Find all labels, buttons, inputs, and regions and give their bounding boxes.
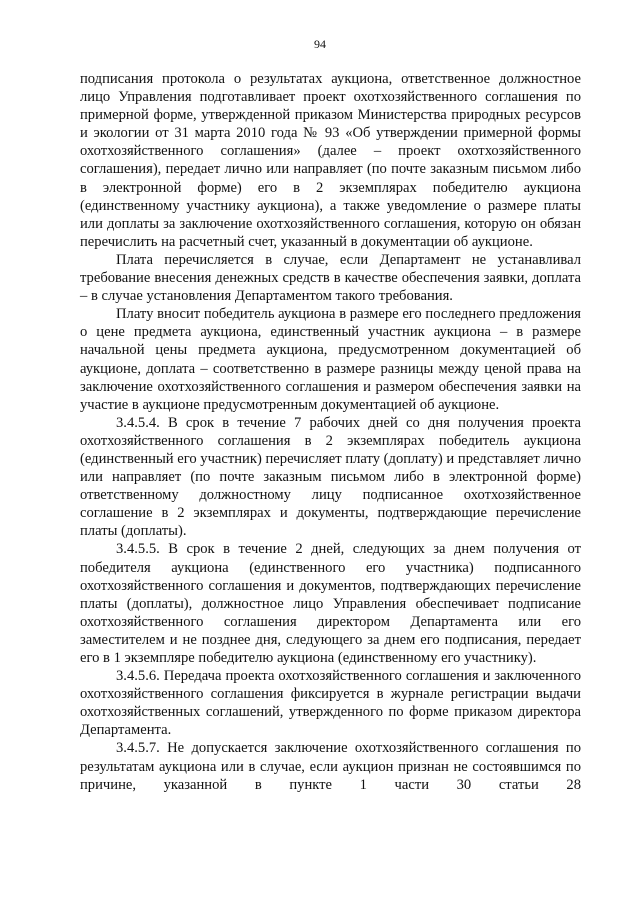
page-number: 94 bbox=[314, 37, 326, 51]
paragraph-3-4-5-7: 3.4.5.7. Не допускается заключение охотхозяйственного соглашения по результатам аукциона или в случае, если аукцион признан не состоявшимся по причине, указанной в пункте 1 части 30 статьи 28 bbox=[80, 740, 581, 793]
paragraph-payment-amount: Плату вносит победитель аукциона в размере его последнего предложения о цене предмета аукциона, единственный участник аукциона – в размере начальной цены предмета аукциона, предусмотренном документацией об аукционе, доплата – соответственно в размере разницы между ценой права на заключение охотхозяйственного соглашения и размером обеспечения заявки на участие в аукционе предусмотренным документацией об аукционе. bbox=[80, 306, 581, 413]
paragraph-payment-transfer: Плата перечисляется в случае, если Департамент не устанавливал требование внесения денежных средств в качестве обеспечения заявки, доплата – в случае установления Департаментом такого требования. bbox=[80, 251, 581, 305]
body-text bbox=[80, 70, 581, 794]
paragraph-3-4-5-6: 3.4.5.6. Передача проекта охотхозяйственного соглашения и заключенного охотхозяйственного соглашения фиксируется в журнале регистрации выдачи охотхозяйственных соглашений, утвержденного по форме приказом директора Департамента. bbox=[80, 668, 581, 739]
paragraph-continuation: подписания протокола о результатах аукциона, ответственное должностное лицо Управления подготавливает проект охотхозяйственного соглашения по примерной форме, утвержденной приказом Министерства природных ресурсов и экологии от 31 марта 2010 года № 93 «Об утверждении примерной формы охотхозяйственного соглашения» (далее – проект охотхозяйственного соглашения), передает лично или направляет (по почте заказным письмом либо в электронной форме) его в 2 экземплярах победителю аукциона (единственному участнику аукциона), а также уведомление о размере платы или доплаты за заключение охотхозяйственного соглашения, которую он обязан перечислить на расчетный счет, указанный в документации об аукционе. bbox=[80, 71, 581, 250]
paragraph-3-4-5-4: 3.4.5.4. В срок в течение 7 рабочих дней со дня получения проекта охотхозяйственного соглашения в 2 экземплярах победитель аукциона (единственный его участник) перечисляет плату (доплату) и представляет лично или направляет (по почте заказным письмом либо в электронной форме) ответственному должностному лицу подписанное охотхозяйственное соглашение в 2 экземплярах и документы, подтверждающие перечисление платы (доплаты). bbox=[80, 414, 581, 540]
paragraph-3-4-5-5: 3.4.5.5. В срок в течение 2 дней, следующих за днем получения от победителя аукциона (единственного его участника) подписанного охотхозяйственного соглашения и документов, подтверждающих перечисление платы (доплаты), должностное лицо Управления обеспечивает подписание охотхозяйственного соглашения директором Департамента или его заместителем и не позднее дня, следующего за днем его подписания, передает его в 1 экземпляре победителю аукциона (единственному его участнику). bbox=[80, 541, 581, 666]
